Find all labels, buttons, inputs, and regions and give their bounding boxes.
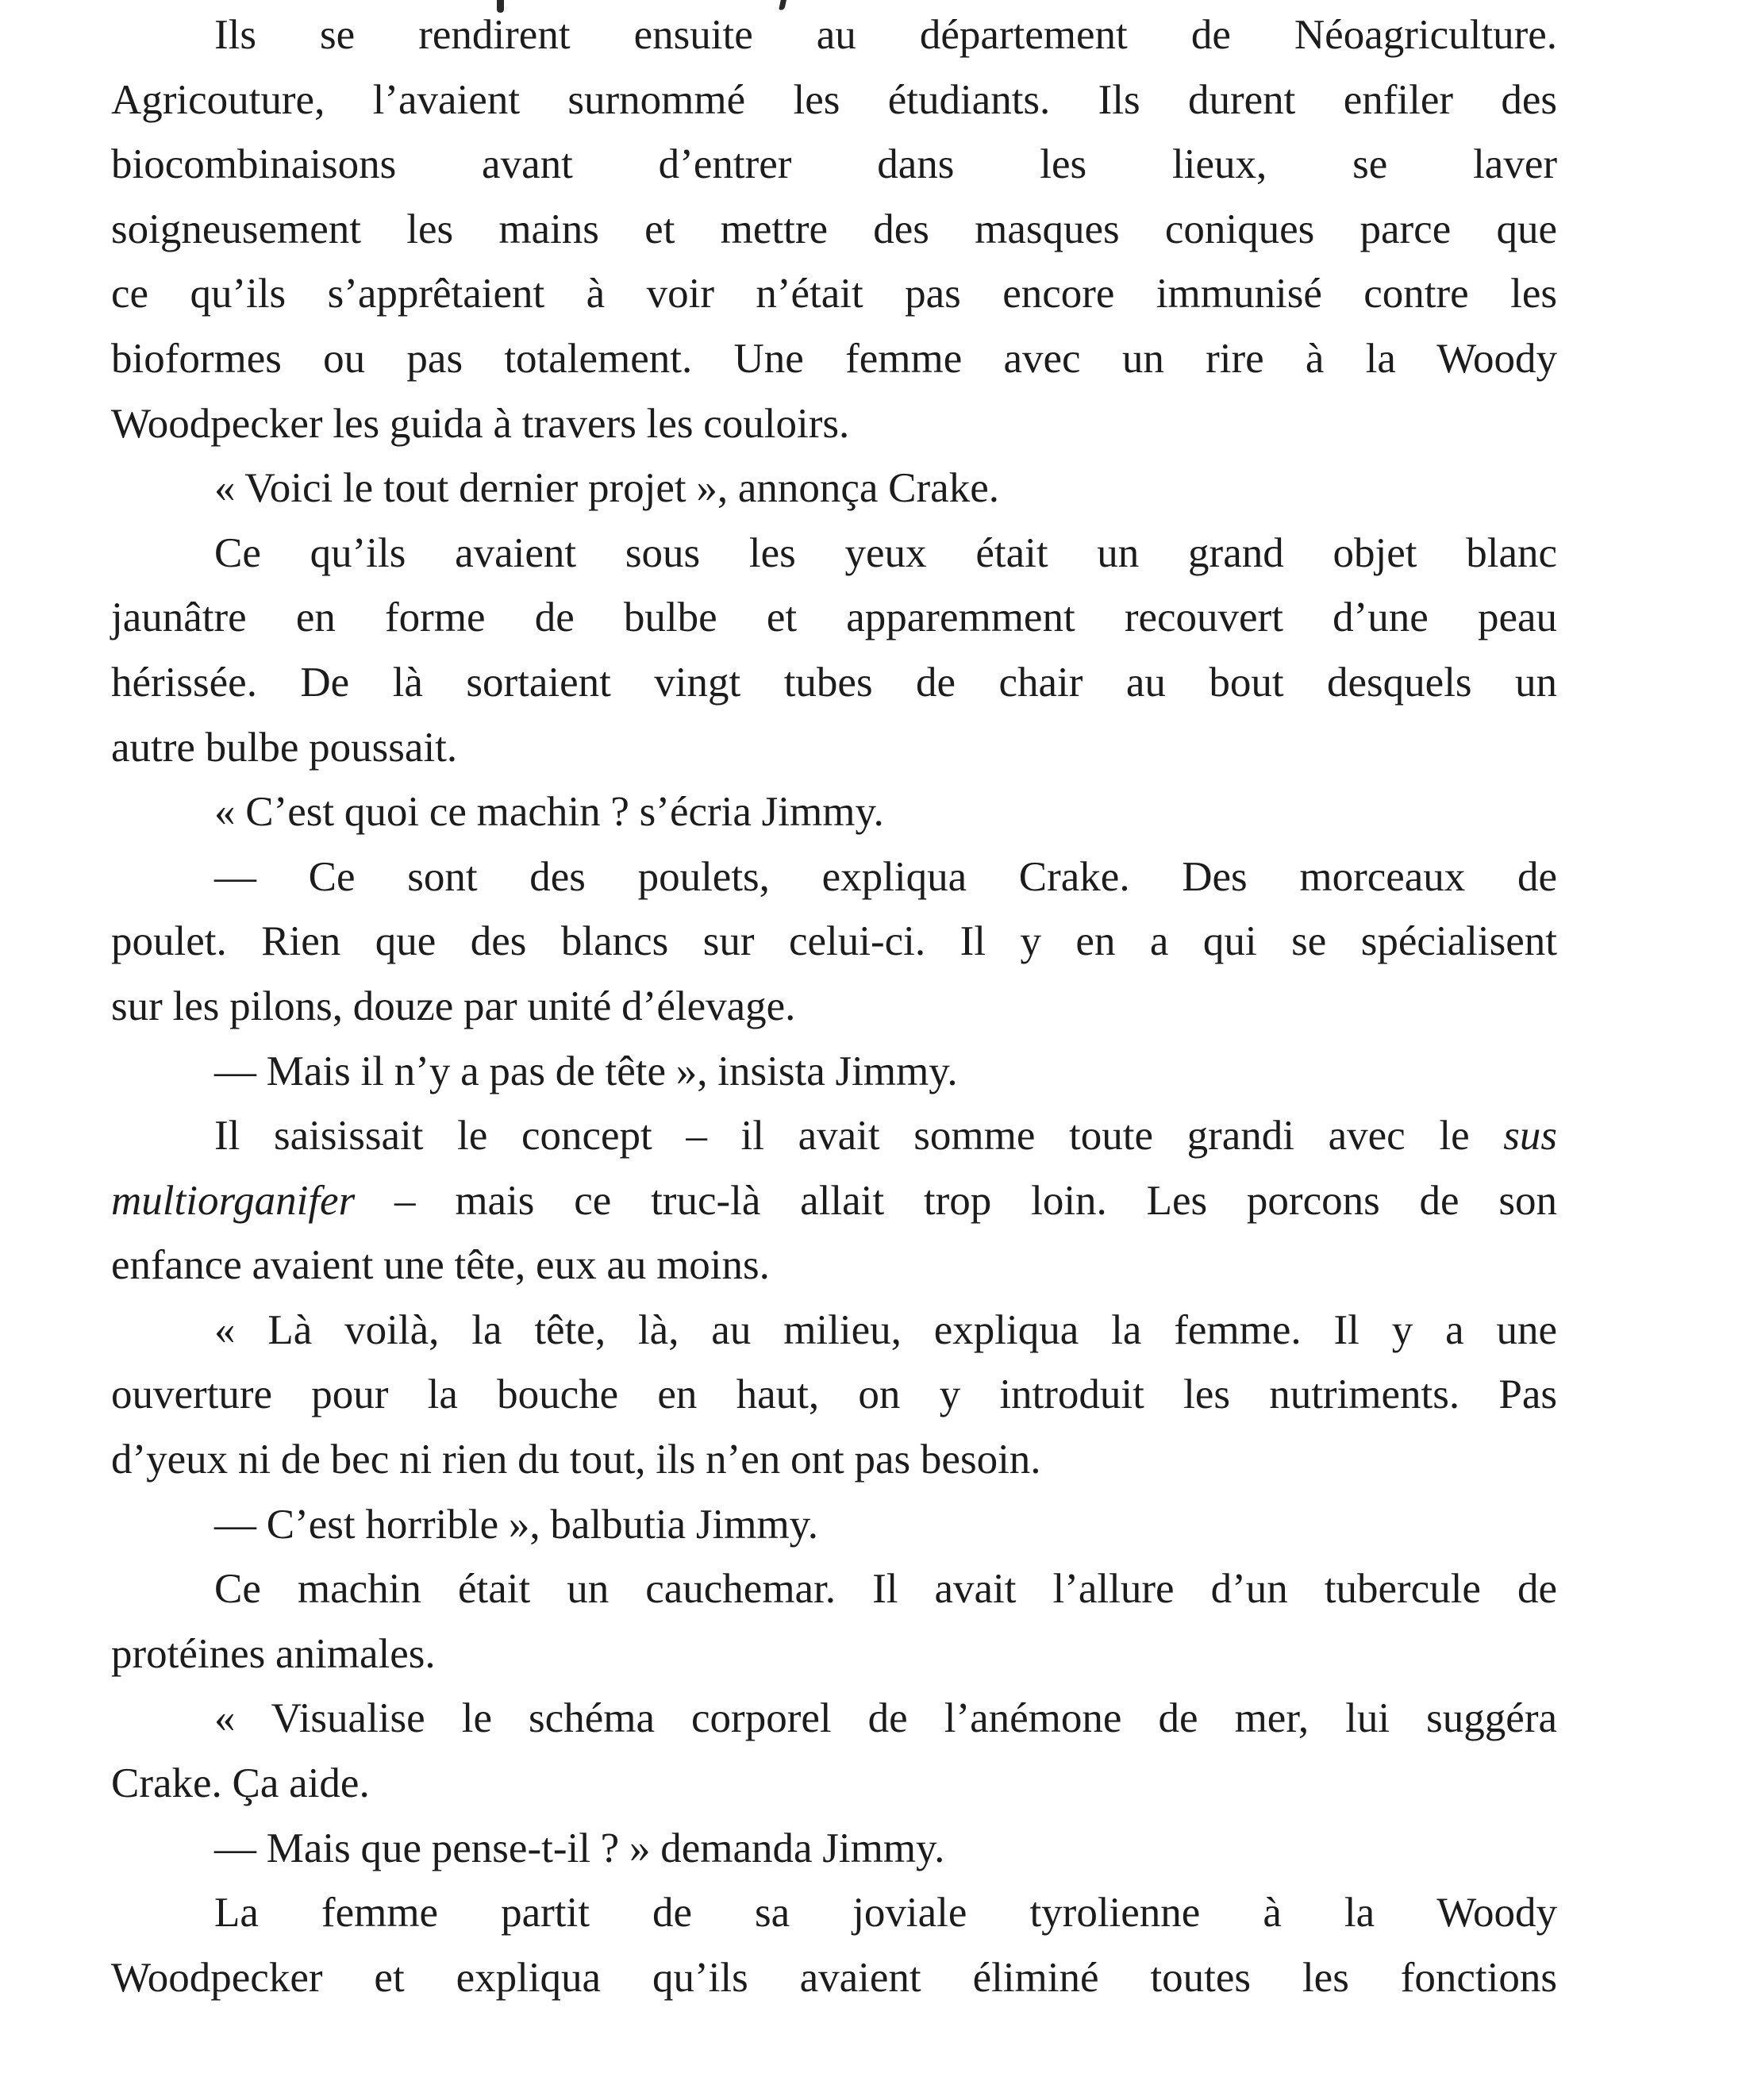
text-line bbox=[111, 1622, 1557, 1687]
text-line bbox=[111, 1104, 1557, 1169]
text-line bbox=[111, 780, 1557, 845]
text-line bbox=[111, 586, 1557, 651]
text-line bbox=[111, 1752, 1557, 1817]
text-line bbox=[111, 3, 1557, 68]
text-line bbox=[111, 1233, 1557, 1298]
text-line bbox=[111, 1817, 1557, 1882]
text-line bbox=[111, 198, 1557, 263]
text-segment: bioformes ou pas totalement. Une femme avec un rire à la Woody bbox=[111, 335, 1557, 382]
text-line bbox=[111, 1557, 1557, 1622]
text-segment: Ce machin était un cauchemar. Il avait l’allure d’un tubercule de bbox=[214, 1566, 1557, 1613]
text-line bbox=[111, 651, 1557, 716]
text-line bbox=[111, 392, 1557, 457]
text-segment: Ils se rendirent ensuite au département de Néoagriculture. bbox=[214, 12, 1557, 58]
text-line bbox=[111, 1946, 1557, 2011]
text-segment: « Visualise le schéma corporel de l’anémone de mer, lui suggéra bbox=[214, 1695, 1557, 1742]
text-segment: Woodpecker et expliqua qu’ils avaient éliminé toutes les fonctions bbox=[111, 1954, 1557, 2001]
text-line bbox=[111, 1298, 1557, 1363]
text-segment: — C’est horrible », balbutia Jimmy. bbox=[214, 1501, 818, 1548]
text-segment: ce qu’ils s’apprêtaient à voir n’était pas encore immunisé contre les bbox=[111, 271, 1557, 317]
text-segment: jaunâtre en forme de bulbe et apparemment recouvert d’une peau bbox=[111, 594, 1557, 641]
text-column bbox=[111, 3, 1557, 2010]
text-segment: enfance avaient une tête, eux au moins. bbox=[111, 1242, 770, 1289]
text-segment: ouverture pour la bouche en haut, on y introduit les nutriments. Pas bbox=[111, 1371, 1557, 1418]
italic-text: multiorganifer bbox=[111, 1177, 356, 1224]
text-line bbox=[111, 1363, 1557, 1428]
text-line bbox=[111, 975, 1557, 1040]
text-segment: « C’est quoi ce machin ? s’écria Jimmy. bbox=[214, 789, 884, 836]
text-line bbox=[111, 1428, 1557, 1493]
text-line bbox=[111, 327, 1557, 392]
text-line bbox=[111, 910, 1557, 975]
text-segment: d’yeux ni de bec ni rien du tout, ils n’en ont pas besoin. bbox=[111, 1437, 1041, 1483]
text-segment: Il saisissait le concept – il avait somme toute grandi avec le bbox=[214, 1113, 1504, 1160]
text-segment: Agricouture, l’avaient surnommé les étudiants. Ils durent enfiler des bbox=[111, 76, 1557, 123]
text-segment: poulet. Rien que des blancs sur celui-ci. Il y en a qui se spécialisent bbox=[111, 918, 1557, 965]
text-line bbox=[111, 1040, 1557, 1105]
italic-text: sus bbox=[1503, 1113, 1557, 1160]
text-line bbox=[111, 262, 1557, 327]
text-segment: protéines animales. bbox=[111, 1630, 436, 1677]
text-segment: « Voici le tout dernier projet », annonça Crake. bbox=[214, 465, 999, 512]
text-segment: — Mais il n’y a pas de tête », insista Jimmy. bbox=[214, 1048, 958, 1094]
text-line bbox=[111, 68, 1557, 133]
text-line bbox=[111, 716, 1557, 781]
text-segment: – mais ce truc-là allait trop loin. Les porcons de son bbox=[355, 1177, 1557, 1224]
text-segment: — Mais que pense-t-il ? » demanda Jimmy. bbox=[214, 1825, 945, 1871]
text-line bbox=[111, 521, 1557, 587]
text-line bbox=[111, 1881, 1557, 1946]
text-segment: biocombinaisons avant d’entrer dans les lieux, se laver bbox=[111, 141, 1557, 188]
text-line bbox=[111, 456, 1557, 521]
text-line bbox=[111, 845, 1557, 910]
text-segment: Crake. Ça aide. bbox=[111, 1760, 370, 1807]
text-segment: Woodpecker les guida à travers les couloirs. bbox=[111, 400, 850, 447]
text-line bbox=[111, 1169, 1557, 1234]
text-segment: Ce qu’ils avaient sous les yeux était un grand objet blanc bbox=[214, 529, 1557, 576]
text-segment: autre bulbe poussait. bbox=[111, 724, 458, 771]
text-segment: sur les pilons, douze par unité d’élevage. bbox=[111, 983, 796, 1029]
text-segment: hérissée. De là sortaient vingt tubes de chair au bout desquels un bbox=[111, 659, 1557, 706]
text-line bbox=[111, 1493, 1557, 1558]
text-line bbox=[111, 133, 1557, 198]
text-segment: La femme partit de sa joviale tyrolienne à la Woody bbox=[214, 1890, 1557, 1937]
text-segment: soigneusement les mains et mettre des masques coniques parce que bbox=[111, 206, 1557, 252]
text-segment: — Ce sont des poulets, expliqua Crake. Des morceaux de bbox=[214, 853, 1557, 900]
text-segment: « Là voilà, la tête, là, au milieu, expliqua la femme. Il y a une bbox=[214, 1306, 1557, 1353]
text-line bbox=[111, 1687, 1557, 1752]
